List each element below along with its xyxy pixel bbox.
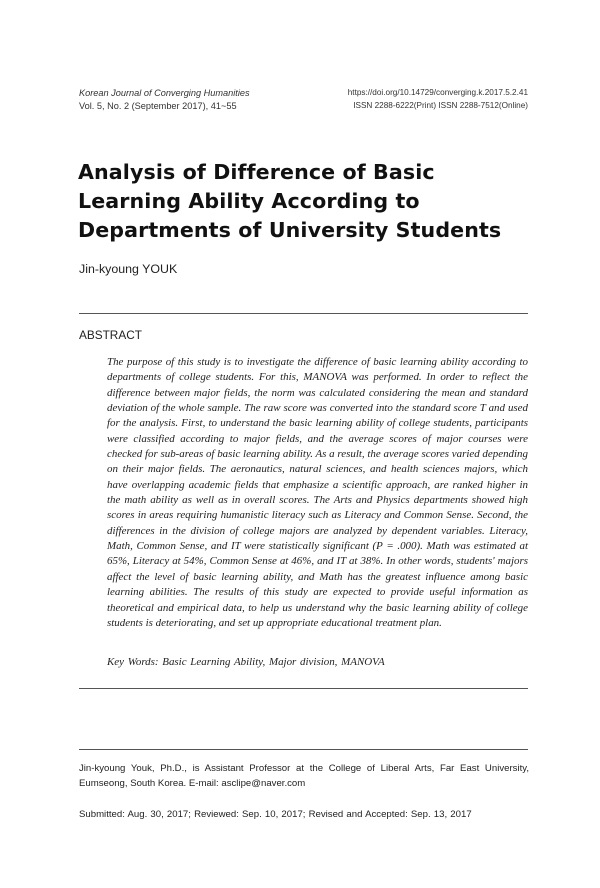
divider-top (79, 313, 528, 314)
journal-citation (79, 87, 250, 112)
keywords: Key Words: Basic Learning Ability, Major division, MANOVA (107, 656, 385, 668)
volume-issue: Vol. 5, No. 2 (September 2017), 41~55 (79, 100, 237, 111)
author-name: Jin-kyoung YOUK (79, 262, 178, 276)
journal-name: Korean Journal of Converging Humanities (79, 88, 250, 98)
abstract-body: The purpose of this study is to investigate the difference of basic learning ability according to departments of college students. For this, MANOVA was performed. In order to reflect the difference between major fields, the norm was calculated considering the mean and standard deviation of the whole sample. The raw score was converted into the standard score T and used for the analysis. First, to understand the basic learning ability of college students, participants were classified according to major fields, and the average scores of major courses were checked for sub-areas of basic learning ability. As a result, the average scores varied depending on their major fields. The aeronautics, natural sciences, and health sciences majors, which have overlapping academic fields that emphasize a scientific approach, are ranked higher in the math ability as well as in overall scores. The Arts and Physics departments showed high scores in areas requiring humanistic literacy such as Literacy and Common Sense. Second, the differences in the division of college majors are analyzed by dependent variables. Literacy, Math, Common Sense, and IT were statistically significant (P = .000). Math was estimated at 65%, Literacy at 54%, Common Sense at 46%, and IT at 38%. In other words, students' majors affect the level of basic learning ability, and Math has the greatest influence among basic learning abilities. The results of this study are expected to provide useful information as theoretical and empirical data, to help us understand why the basic learning ability of college students is deteriorating, and set up appropriate educational treatment plan. (107, 356, 528, 629)
paper-title: Analysis of Difference of Basic Learning Ability According to Departments of University Students (78, 160, 502, 242)
doi-link[interactable]: https://doi.org/10.14729/converging.k.2017.5.2.41 (347, 88, 528, 97)
divider-bottom (79, 688, 528, 689)
submission-dates: Submitted: Aug. 30, 2017; Reviewed: Sep. 10, 2017; Revised and Accepted: Sep. 13, 2017 (79, 809, 472, 820)
issn: ISSN 2288-6222(Print) ISSN 2288-7512(Online) (353, 100, 528, 110)
footnote-divider (79, 749, 528, 750)
author-footnote: Jin-kyoung Youk, Ph.D., is Assistant Professor at the College of Liberal Arts, Far East University, Eumseong, South Korea. E-mail: asclipe@naver.com (79, 763, 529, 790)
journal-identifiers (348, 87, 528, 112)
abstract-heading: ABSTRACT (79, 328, 142, 342)
